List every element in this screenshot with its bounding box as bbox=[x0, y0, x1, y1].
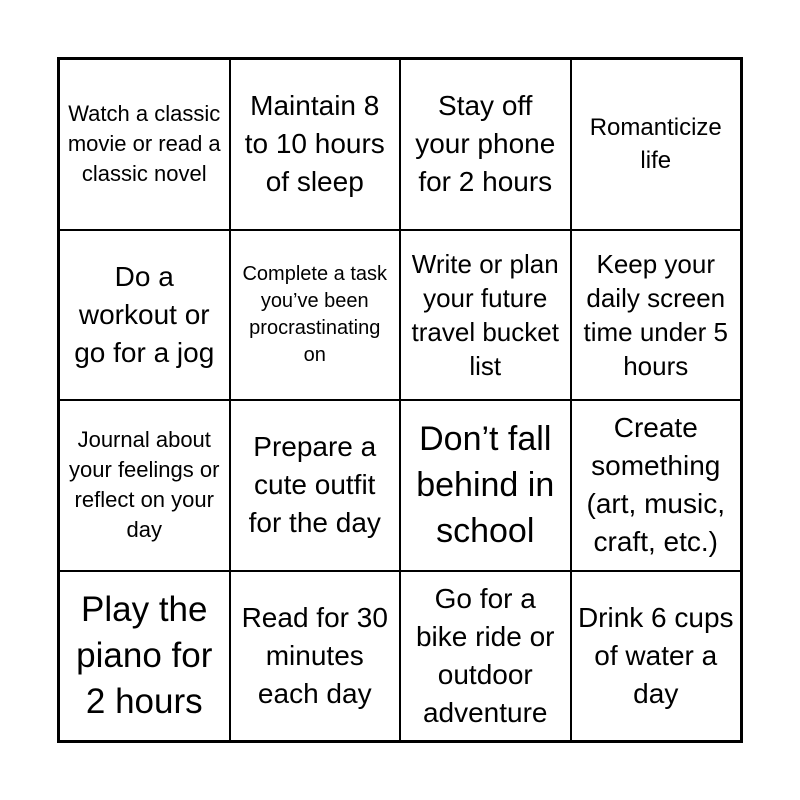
bingo-card bbox=[57, 57, 743, 743]
bingo-cell-text: Watch a classic movie or read a classic novel bbox=[67, 101, 221, 187]
bingo-cell-text: Write or plan your future travel bucket list bbox=[411, 248, 559, 381]
bingo-cell[interactable] bbox=[230, 59, 401, 230]
bingo-cell[interactable] bbox=[230, 400, 401, 571]
bingo-cell[interactable] bbox=[59, 230, 230, 401]
bingo-cell[interactable] bbox=[230, 571, 401, 742]
bingo-cell-text: Prepare a cute outfit for the day bbox=[248, 431, 381, 539]
bingo-cell[interactable] bbox=[59, 59, 230, 230]
bingo-cell-text: Create something (art, music, craft, etc.) bbox=[586, 412, 725, 558]
bingo-cell[interactable] bbox=[400, 571, 571, 742]
bingo-cell-text: Play the piano for 2 hours bbox=[76, 589, 213, 721]
bingo-cell-text: Go for a bike ride or outdoor adventure bbox=[415, 582, 555, 728]
bingo-cell[interactable] bbox=[571, 230, 742, 401]
bingo-cell[interactable] bbox=[400, 230, 571, 401]
bingo-cell-text: Do a workout or go for a jog bbox=[74, 260, 215, 368]
bingo-cell-text: Drink 6 cups of water a day bbox=[577, 601, 734, 709]
bingo-cell-text: Maintain 8 to 10 hours of sleep bbox=[244, 90, 385, 198]
bingo-cell[interactable] bbox=[571, 571, 742, 742]
bingo-cell[interactable] bbox=[59, 400, 230, 571]
bingo-cell[interactable] bbox=[571, 400, 742, 571]
bingo-cell-text: Stay off your phone for 2 hours bbox=[415, 90, 556, 198]
bingo-cell[interactable] bbox=[230, 230, 401, 401]
bingo-cell-text: Keep your daily screen time under 5 hours bbox=[583, 248, 729, 381]
bingo-cell-text: Read for 30 minutes each day bbox=[241, 601, 388, 709]
bingo-cell-text: Don’t fall behind in school bbox=[416, 420, 555, 551]
bingo-cell-text: Romanticize life bbox=[589, 114, 722, 175]
bingo-cell-text: Complete a task you’ve been procrastinating on bbox=[242, 262, 387, 366]
bingo-cell[interactable] bbox=[400, 59, 571, 230]
bingo-cell[interactable] bbox=[59, 571, 230, 742]
bingo-cell[interactable] bbox=[571, 59, 742, 230]
bingo-cell[interactable] bbox=[400, 400, 571, 571]
bingo-cell-text: Journal about your feelings or reflect on your day bbox=[69, 427, 220, 543]
